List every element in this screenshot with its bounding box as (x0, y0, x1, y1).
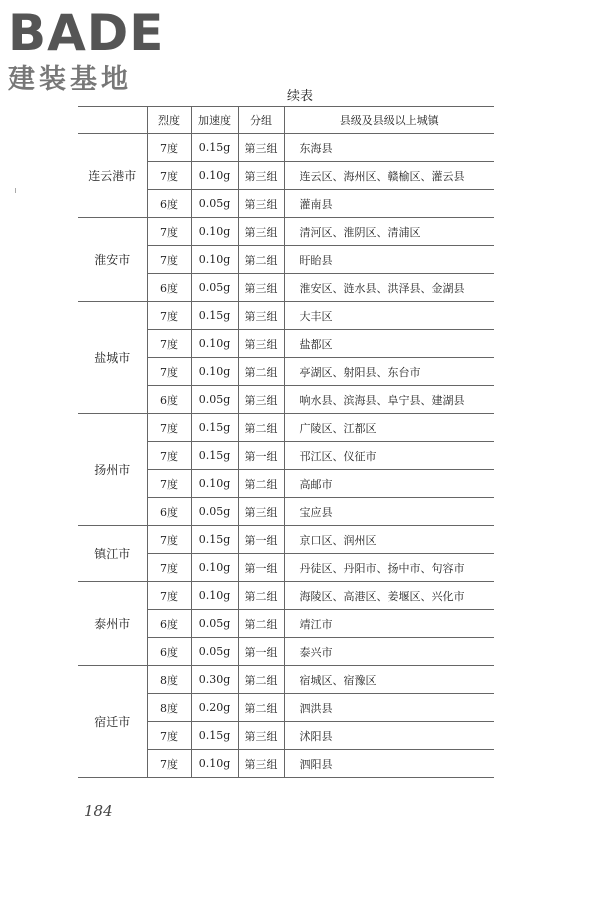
city-cell: 淮安市 (78, 218, 147, 302)
intensity-cell: 6度 (147, 498, 191, 526)
intensity-cell: 7度 (147, 470, 191, 498)
towns-cell: 连云区、海州区、赣榆区、灌云县 (284, 162, 494, 190)
towns-cell: 泗阳县 (284, 750, 494, 778)
intensity-cell: 8度 (147, 666, 191, 694)
table-row (78, 302, 494, 330)
intensity-cell: 6度 (147, 386, 191, 414)
intensity-cell: 7度 (147, 442, 191, 470)
group-cell: 第二组 (238, 358, 284, 386)
intensity-cell: 7度 (147, 218, 191, 246)
group-cell: 第三组 (238, 218, 284, 246)
acceleration-cell: 0.15g (191, 722, 238, 750)
intensity-cell: 6度 (147, 274, 191, 302)
intensity-cell: 7度 (147, 302, 191, 330)
bade-logo (6, 4, 178, 96)
intensity-cell: 7度 (147, 246, 191, 274)
intensity-cell: 7度 (147, 162, 191, 190)
group-cell: 第三组 (238, 302, 284, 330)
towns-cell: 海陵区、高港区、姜堰区、兴化市 (284, 582, 494, 610)
city-cell: 连云港市 (78, 134, 147, 218)
intensity-cell: 7度 (147, 134, 191, 162)
header-intensity: 烈度 (147, 107, 191, 134)
group-cell: 第三组 (238, 190, 284, 218)
table-row (78, 666, 494, 694)
intensity-cell: 7度 (147, 750, 191, 778)
acceleration-cell: 0.10g (191, 162, 238, 190)
group-cell: 第三组 (238, 134, 284, 162)
acceleration-cell: 0.15g (191, 134, 238, 162)
towns-cell: 广陵区、江都区 (284, 414, 494, 442)
intensity-cell: 7度 (147, 414, 191, 442)
acceleration-cell: 0.10g (191, 470, 238, 498)
intensity-cell: 7度 (147, 554, 191, 582)
towns-cell: 盱眙县 (284, 246, 494, 274)
group-cell: 第二组 (238, 470, 284, 498)
towns-cell: 高邮市 (284, 470, 494, 498)
acceleration-cell: 0.10g (191, 582, 238, 610)
group-cell: 第一组 (238, 442, 284, 470)
margin-mark (15, 188, 16, 193)
table-row (78, 414, 494, 442)
acceleration-cell: 0.15g (191, 442, 238, 470)
acceleration-cell: 0.20g (191, 694, 238, 722)
group-cell: 第一组 (238, 526, 284, 554)
seismic-table (78, 106, 494, 778)
towns-cell: 宝应县 (284, 498, 494, 526)
towns-cell: 亭湖区、射阳县、东台市 (284, 358, 494, 386)
towns-cell: 宿城区、宿豫区 (284, 666, 494, 694)
acceleration-cell: 0.15g (191, 414, 238, 442)
towns-cell: 丹徒区、丹阳市、扬中市、句容市 (284, 554, 494, 582)
acceleration-cell: 0.10g (191, 218, 238, 246)
group-cell: 第三组 (238, 722, 284, 750)
acceleration-cell: 0.05g (191, 638, 238, 666)
group-cell: 第三组 (238, 498, 284, 526)
city-cell: 镇江市 (78, 526, 147, 582)
acceleration-cell: 0.05g (191, 610, 238, 638)
intensity-cell: 7度 (147, 358, 191, 386)
intensity-cell: 7度 (147, 330, 191, 358)
acceleration-cell: 0.30g (191, 666, 238, 694)
city-cell: 泰州市 (78, 582, 147, 666)
intensity-cell: 7度 (147, 582, 191, 610)
header-row (78, 107, 494, 134)
towns-cell: 东海县 (284, 134, 494, 162)
logo-wordmark: BADE (8, 4, 165, 62)
group-cell: 第二组 (238, 610, 284, 638)
towns-cell: 清河区、淮阴区、清浦区 (284, 218, 494, 246)
group-cell: 第二组 (238, 694, 284, 722)
group-cell: 第三组 (238, 330, 284, 358)
acceleration-cell: 0.15g (191, 526, 238, 554)
group-cell: 第三组 (238, 274, 284, 302)
towns-cell: 淮安区、涟水县、洪泽县、金湖县 (284, 274, 494, 302)
group-cell: 第三组 (238, 386, 284, 414)
intensity-cell: 7度 (147, 722, 191, 750)
group-cell: 第一组 (238, 638, 284, 666)
towns-cell: 盐都区 (284, 330, 494, 358)
towns-cell: 邗江区、仪征市 (284, 442, 494, 470)
intensity-cell: 6度 (147, 190, 191, 218)
table-row (78, 134, 494, 162)
intensity-cell: 6度 (147, 610, 191, 638)
acceleration-cell: 0.10g (191, 246, 238, 274)
table-row (78, 582, 494, 610)
towns-cell: 泰兴市 (284, 638, 494, 666)
table-row (78, 218, 494, 246)
intensity-cell: 6度 (147, 638, 191, 666)
towns-cell: 靖江市 (284, 610, 494, 638)
group-cell: 第三组 (238, 750, 284, 778)
group-cell: 第二组 (238, 582, 284, 610)
acceleration-cell: 0.10g (191, 750, 238, 778)
towns-cell: 京口区、润州区 (284, 526, 494, 554)
table-caption: 续表 (286, 89, 313, 104)
towns-cell: 泗洪县 (284, 694, 494, 722)
city-cell: 盐城市 (78, 302, 147, 414)
table-row (78, 526, 494, 554)
towns-cell: 沭阳县 (284, 722, 494, 750)
acceleration-cell: 0.05g (191, 386, 238, 414)
header-group: 分组 (238, 107, 284, 134)
acceleration-cell: 0.05g (191, 274, 238, 302)
group-cell: 第一组 (238, 554, 284, 582)
towns-cell: 大丰区 (284, 302, 494, 330)
acceleration-cell: 0.10g (191, 554, 238, 582)
table-body (78, 134, 494, 778)
acceleration-cell: 0.15g (191, 302, 238, 330)
header-acceleration: 加速度 (191, 107, 238, 134)
city-cell: 扬州市 (78, 414, 147, 526)
acceleration-cell: 0.05g (191, 190, 238, 218)
acceleration-cell: 0.10g (191, 330, 238, 358)
acceleration-cell: 0.05g (191, 498, 238, 526)
header-towns: 县级及县级以上城镇 (284, 107, 494, 134)
page-number: 184 (84, 802, 113, 820)
intensity-cell: 8度 (147, 694, 191, 722)
towns-cell: 灌南县 (284, 190, 494, 218)
towns-cell: 响水县、滨海县、阜宁县、建湖县 (284, 386, 494, 414)
group-cell: 第二组 (238, 246, 284, 274)
group-cell: 第二组 (238, 414, 284, 442)
group-cell: 第三组 (238, 162, 284, 190)
header-city (78, 107, 147, 134)
acceleration-cell: 0.10g (191, 358, 238, 386)
logo-subtitle: 建装基地 (8, 64, 132, 95)
city-cell: 宿迁市 (78, 666, 147, 778)
intensity-cell: 7度 (147, 526, 191, 554)
group-cell: 第二组 (238, 666, 284, 694)
